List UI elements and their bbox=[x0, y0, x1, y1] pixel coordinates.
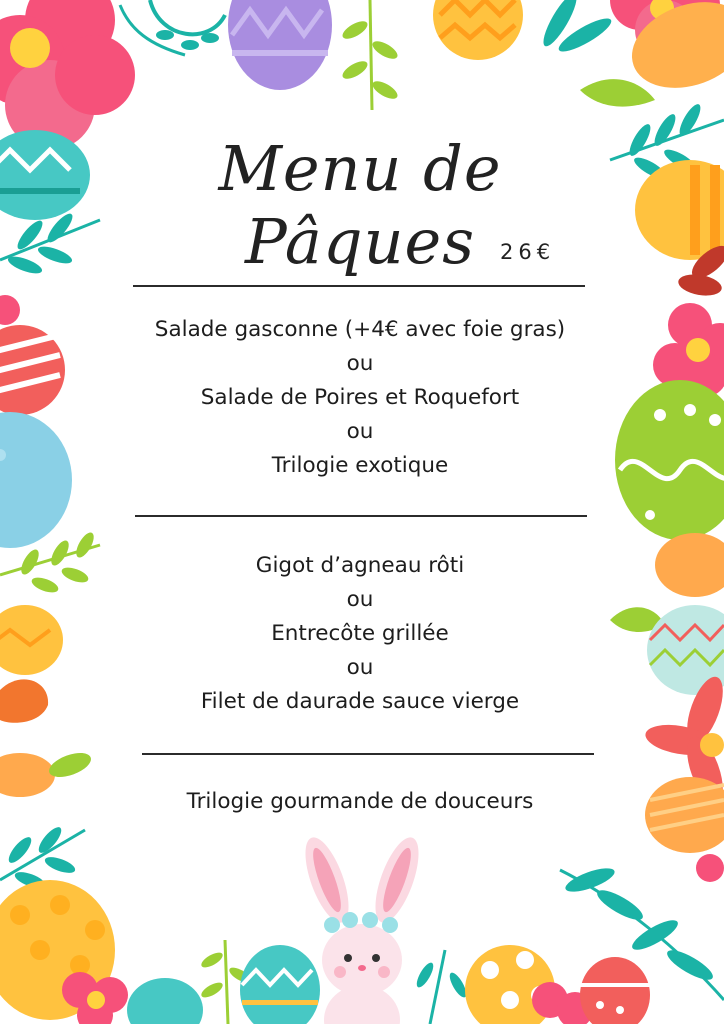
menu-title: Menu de Pâques bbox=[218, 132, 502, 278]
easter-egg-icon bbox=[0, 130, 90, 220]
menu-item: Salade gasconne (+4€ avec foie gras) bbox=[154, 317, 566, 342]
easter-egg-icon bbox=[433, 0, 523, 60]
menu-item: Trilogie exotique bbox=[271, 453, 449, 478]
leaf-icon bbox=[340, 0, 400, 110]
menu-item: Trilogie gourmande de douceurs bbox=[186, 789, 534, 814]
easter-egg-icon bbox=[0, 605, 63, 675]
divider bbox=[135, 515, 587, 517]
entrees-section bbox=[60, 313, 660, 483]
leaf-icon bbox=[120, 0, 225, 55]
menu-separator-ou: ou bbox=[346, 351, 374, 376]
easter-egg-icon bbox=[0, 295, 65, 415]
menu-separator-ou: ou bbox=[346, 587, 374, 612]
leaf-icon bbox=[0, 210, 100, 276]
easter-egg-icon bbox=[635, 160, 724, 260]
easter-egg-icon bbox=[127, 978, 203, 1024]
plats-section bbox=[60, 549, 660, 719]
leaf-icon bbox=[414, 950, 470, 1024]
menu-item: Entrecôte grillée bbox=[271, 621, 449, 646]
menu-separator-ou: ou bbox=[346, 655, 374, 680]
leaf-icon bbox=[0, 679, 48, 722]
easter-egg-icon bbox=[240, 945, 320, 1024]
easter-egg-icon bbox=[580, 957, 650, 1024]
menu-item: Salade de Poires et Roquefort bbox=[200, 385, 520, 410]
divider bbox=[133, 285, 585, 287]
menu-price: 26€ bbox=[500, 240, 556, 264]
menu-separator-ou: ou bbox=[346, 419, 374, 444]
desserts-section bbox=[60, 785, 660, 819]
flower-icon bbox=[0, 0, 135, 150]
menu-item: Filet de daurade sauce vierge bbox=[200, 689, 520, 714]
divider bbox=[142, 753, 594, 755]
leaf-icon bbox=[538, 0, 615, 57]
easter-egg-icon bbox=[228, 0, 332, 90]
menu-item: Gigot d’agneau rôti bbox=[255, 553, 465, 578]
